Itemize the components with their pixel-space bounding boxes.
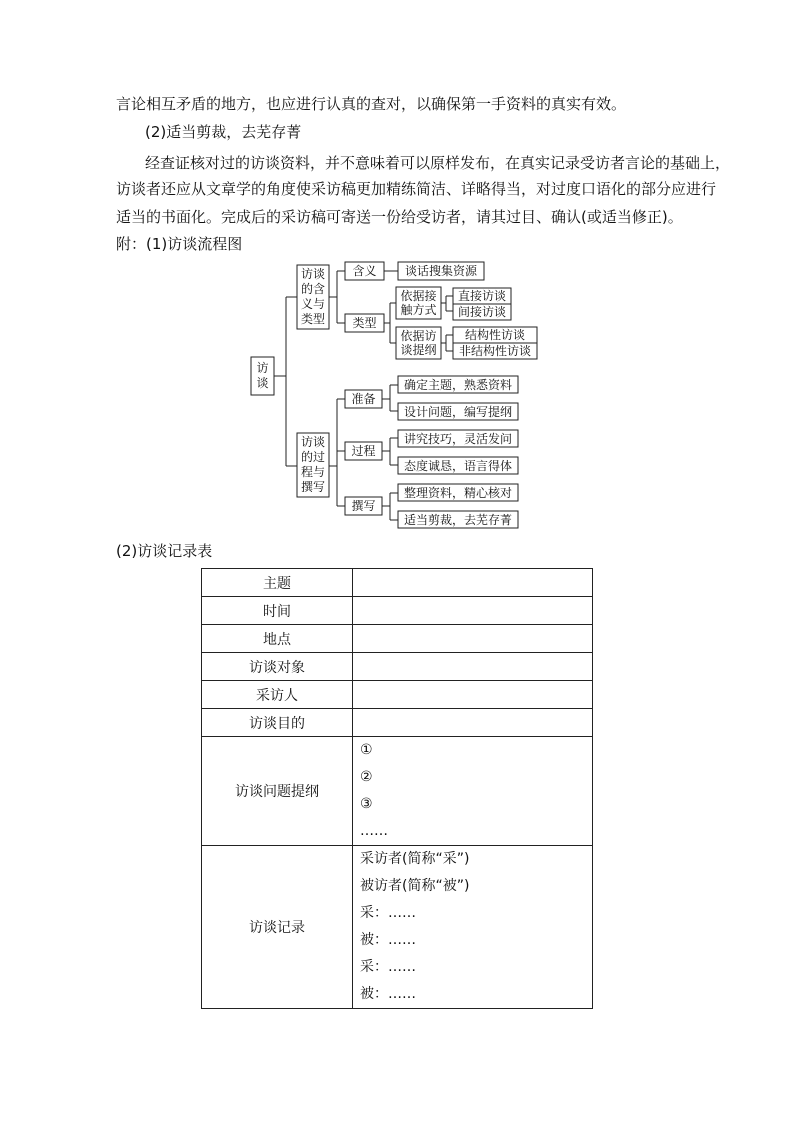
branch-label: 类型 (300, 312, 326, 326)
meaning-leaf-label: 谈话搜集资源 (404, 264, 478, 278)
connector (274, 297, 297, 466)
prepare-leaf-label: 确定主题，熟悉资料 (403, 378, 513, 392)
process-leaf-label: 态度诚恳，语言得体 (403, 459, 513, 473)
outline-item: ② (360, 769, 373, 785)
connector (384, 303, 396, 343)
branch-label: 访谈 (300, 435, 326, 449)
contact-leaf-label: 间接访谈 (457, 305, 507, 319)
connector (441, 335, 453, 351)
table-row (202, 846, 593, 1009)
row-label-record: 访谈记录 (202, 846, 353, 1009)
row-label-place: 地点 (202, 625, 353, 653)
connector (382, 493, 398, 520)
prepare-leaf-label: 设计问题，编写提纲 (403, 405, 513, 419)
interview-record-table (201, 568, 593, 1009)
interview-flowchart (0, 0, 794, 540)
connector (329, 271, 345, 323)
table-row (202, 681, 593, 709)
root-label: 访 (256, 361, 269, 375)
row-value-purpose (353, 709, 593, 737)
connector (382, 438, 398, 465)
row-value-interviewee (353, 653, 593, 681)
paragraph-line: 经查证核对过的访谈资料，并不意味着可以原样发布，在真实记录受访者言论的基础上， (145, 154, 731, 172)
row-label-time: 时间 (202, 597, 353, 625)
branch-label: 义与 (300, 297, 326, 311)
table-row (202, 625, 593, 653)
row-value-record (353, 846, 593, 1009)
row-value-place (353, 625, 593, 653)
contact-leaf-label: 直接访谈 (457, 289, 507, 303)
record-item: 被：…… (360, 986, 416, 1002)
table-row (202, 709, 593, 737)
outline-item: ③ (360, 796, 373, 812)
by-contact-label: 触方式 (400, 303, 437, 317)
connector (382, 385, 398, 411)
write-label: 撰写 (351, 499, 376, 513)
record-item: 被访者(简称“被”) (360, 878, 470, 894)
section-heading: (2)适当剪裁，去芜存菁 (145, 123, 302, 141)
outline-item: ① (360, 742, 373, 758)
table-row (202, 653, 593, 681)
record-item: 采：…… (360, 959, 416, 975)
meaning-label: 含义 (352, 264, 377, 278)
paragraph-line: 访谈者还应从文章学的角度使采访稿更加精练简洁、详略得当，对过度口语化的部分应进行 (116, 180, 717, 198)
prepare-label: 准备 (351, 392, 376, 406)
row-label-interviewee: 访谈对象 (202, 653, 353, 681)
record-item: 采访者(简称“采”) (360, 851, 470, 867)
row-value-topic (353, 569, 593, 597)
outline-item: …… (360, 823, 388, 839)
by-contact-label: 依据接 (400, 289, 437, 303)
continuation-line: 言论相互矛盾的地方，也应进行认真的查对，以确保第一手资料的真实有效。 (116, 95, 627, 113)
row-value-time (353, 597, 593, 625)
outline-leaf-label: 结构性访谈 (464, 328, 526, 342)
branch-label: 的过 (300, 450, 326, 464)
outline-leaf-label: 非结构性访谈 (458, 344, 532, 358)
by-outline-label: 依据访 (400, 329, 437, 343)
types-label: 类型 (352, 316, 377, 330)
by-outline-label: 谈提纲 (400, 343, 437, 357)
row-label-interviewer: 采访人 (202, 681, 353, 709)
process-leaf-label: 讲究技巧，灵活发问 (403, 432, 513, 446)
table-row (202, 737, 593, 846)
record-item: 采：…… (360, 905, 416, 921)
process-label: 过程 (351, 444, 376, 458)
connector (441, 296, 453, 311)
branch-label: 访谈 (300, 267, 326, 281)
branch-label: 的含 (300, 282, 326, 296)
record-item: 被：…… (360, 932, 416, 948)
row-value-interviewer (353, 681, 593, 709)
branch-label: 程与 (300, 465, 326, 479)
table-row (202, 569, 593, 597)
write-leaf-label: 整理资料，精心核对 (403, 486, 513, 500)
connector (329, 399, 345, 506)
row-label-purpose: 访谈目的 (202, 709, 353, 737)
branch-label: 撰写 (300, 480, 326, 494)
table-row (202, 597, 593, 625)
table-caption: (2)访谈记录表 (116, 542, 213, 560)
row-label-topic: 主题 (202, 569, 353, 597)
row-value-question-outline (353, 737, 593, 846)
row-label-question-outline: 访谈问题提纲 (202, 737, 353, 846)
write-leaf-label: 适当剪裁，去芜存菁 (403, 513, 513, 527)
root-label: 谈 (256, 376, 269, 390)
appendix-heading: 附：(1)访谈流程图 (116, 235, 243, 253)
paragraph-line: 适当的书面化。完成后的采访稿可寄送一份给受访者，请其过目、确认(或适当修正)。 (116, 208, 683, 226)
